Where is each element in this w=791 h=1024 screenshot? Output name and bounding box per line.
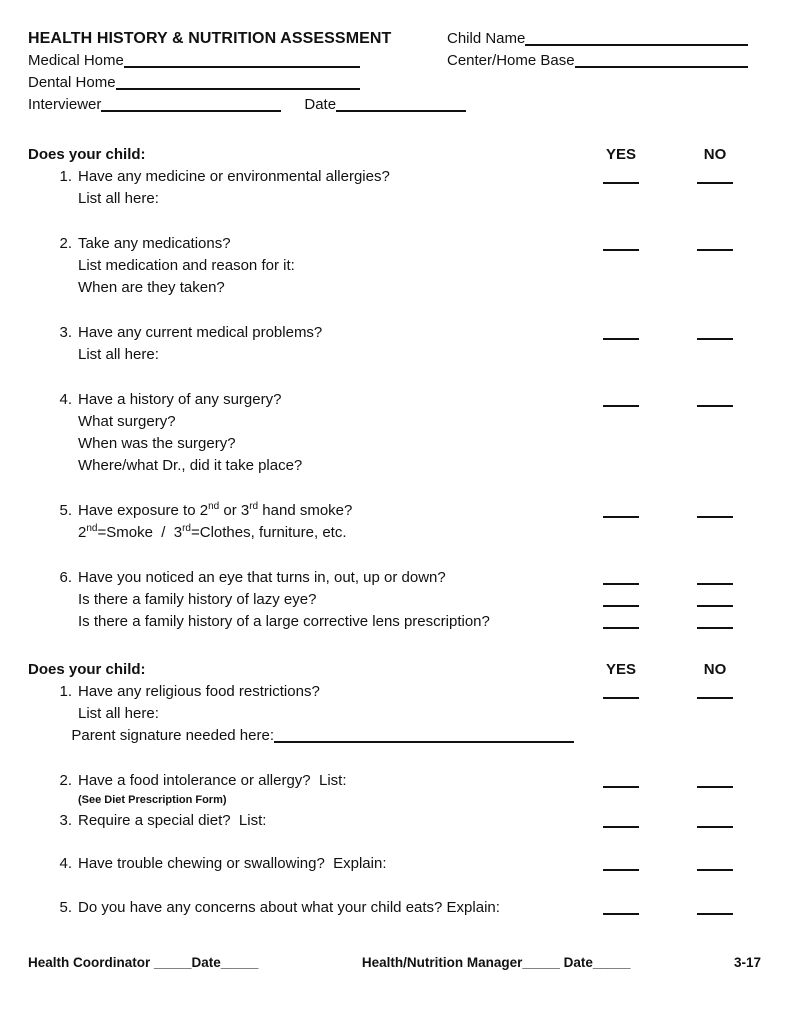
question-text: Do you have any concerns about what your child eats? Explain: [78, 899, 500, 916]
question-text: Have trouble chewing or swallowing? Explain: [78, 855, 387, 872]
question-row [28, 235, 762, 257]
question-subrow [28, 190, 762, 212]
question-subrow [28, 279, 762, 301]
question-number: 4. [59, 855, 72, 872]
question-text: Have you noticed an eye that turns in, out, up or down? [78, 569, 446, 586]
question-subtext: 2nd=Smoke / 3rd=Clothes, furniture, etc. [78, 523, 347, 541]
question-row [28, 502, 762, 524]
question-subrow [28, 346, 762, 368]
yes-answer-line[interactable] [603, 391, 639, 407]
question-subtext: What surgery? [78, 413, 176, 430]
no-answer-line[interactable] [697, 168, 733, 184]
section2-heading-row [28, 661, 762, 683]
health-nutrition-manager-signoff: Health/Nutrition Manager_____ Date_____ [361, 955, 631, 970]
question-row [28, 591, 762, 613]
form-footer [28, 955, 761, 970]
question-subtext: When are they taken? [78, 279, 225, 296]
parent-signature-field[interactable] [274, 727, 574, 743]
question-number: 2. [59, 772, 72, 789]
no-answer-line[interactable] [697, 591, 733, 607]
medical-home-label: Medical Home [28, 52, 124, 69]
yes-answer-line[interactable] [603, 855, 639, 871]
question-row [28, 899, 762, 921]
question-row [28, 324, 762, 346]
question-text: Have a food intolerance or allergy? List: [78, 772, 347, 789]
question-row [28, 391, 762, 413]
question-subtext: List all here: [78, 190, 159, 207]
question-subrow [28, 524, 762, 546]
no-answer-line[interactable] [697, 812, 733, 828]
question-subtext: Is there a family history of lazy eye? [78, 591, 317, 608]
question-subrow [28, 257, 762, 279]
no-answer-line[interactable] [697, 899, 733, 915]
section2-heading: Does your child: [28, 661, 146, 678]
question-number: 3. [59, 324, 72, 341]
question-text: Have any current medical problems? [78, 324, 323, 341]
question-text: Have any medicine or environmental allergies? [78, 168, 390, 185]
question-row [28, 569, 762, 591]
form-revision-number: 3-17 [733, 955, 761, 970]
question-row [28, 683, 762, 705]
yes-answer-line[interactable] [603, 591, 639, 607]
question-subtext: Where/what Dr., did it take place? [78, 457, 303, 474]
center-home-base-field[interactable] [575, 52, 748, 68]
diet-prescription-note: (See Diet Prescription Form) [78, 794, 227, 806]
section-health-history [28, 146, 762, 635]
yes-answer-line[interactable] [603, 772, 639, 788]
form-title: HEALTH HISTORY & NUTRITION ASSESSMENT [28, 30, 392, 47]
interviewer-label: Interviewer [28, 96, 102, 113]
question-number: 5. [59, 502, 72, 519]
question-text: Have exposure to 2nd or 3rd hand smoke? [78, 501, 353, 519]
no-answer-line[interactable] [697, 855, 733, 871]
yes-answer-line[interactable] [603, 899, 639, 915]
no-answer-line[interactable] [697, 235, 733, 251]
question-row [28, 855, 762, 877]
interviewer-field[interactable] [101, 96, 281, 112]
question-subrow [28, 435, 762, 457]
question-subtext: Is there a family history of a large corrective lens prescription? [78, 613, 490, 630]
child-name-label: Child Name [447, 30, 526, 47]
date-label: Date [304, 96, 337, 113]
section1-heading-row [28, 146, 762, 168]
parent-signature-label: Parent signature needed here: [71, 727, 274, 744]
yes-answer-line[interactable] [603, 812, 639, 828]
yes-answer-line[interactable] [603, 168, 639, 184]
yes-column-header: YES [605, 146, 636, 163]
question-row [28, 168, 762, 190]
question-subtext: List all here: [78, 346, 159, 363]
yes-answer-line[interactable] [603, 569, 639, 585]
health-coordinator-signoff: Health Coordinator _____Date_____ [28, 955, 259, 970]
question-number: 5. [59, 899, 72, 916]
question-subrow [28, 413, 762, 435]
yes-answer-line[interactable] [603, 324, 639, 340]
section1-heading: Does your child: [28, 146, 146, 163]
yes-answer-line[interactable] [603, 683, 639, 699]
question-row [28, 812, 762, 834]
question-text: Have any religious food restrictions? [78, 683, 320, 700]
no-column-header: NO [703, 661, 727, 678]
dental-home-field[interactable] [116, 74, 360, 90]
no-answer-line[interactable] [697, 391, 733, 407]
question-text: Take any medications? [78, 235, 231, 252]
question-number: 2. [59, 235, 72, 252]
question-subtext: When was the surgery? [78, 435, 236, 452]
form-header [28, 30, 762, 118]
dental-home-label: Dental Home [28, 74, 116, 91]
yes-answer-line[interactable] [603, 502, 639, 518]
question-number: 1. [59, 683, 72, 700]
parent-signature-row [71, 727, 574, 744]
no-answer-line[interactable] [697, 569, 733, 585]
question-subrow [28, 705, 762, 727]
no-answer-line[interactable] [697, 683, 733, 699]
no-answer-line[interactable] [697, 772, 733, 788]
question-subrow [28, 457, 762, 479]
question-number: 4. [59, 391, 72, 408]
no-answer-line[interactable] [697, 613, 733, 629]
question-subtext: List all here: [78, 705, 159, 722]
yes-answer-line[interactable] [603, 613, 639, 629]
medical-home-field[interactable] [124, 52, 360, 68]
question-row [28, 772, 762, 794]
question-text: Have a history of any surgery? [78, 391, 282, 408]
question-note-row [28, 794, 762, 812]
yes-answer-line[interactable] [603, 235, 639, 251]
no-answer-line[interactable] [697, 502, 733, 518]
question-number: 6. [59, 569, 72, 586]
question-subtext: List medication and reason for it: [78, 257, 295, 274]
question-number: 1. [59, 168, 72, 185]
question-text: Require a special diet? List: [78, 812, 267, 829]
no-answer-line[interactable] [697, 324, 733, 340]
child-name-field[interactable] [525, 30, 748, 46]
question-row [28, 613, 762, 635]
question-number: 3. [59, 812, 72, 829]
date-field[interactable] [336, 96, 466, 112]
section-nutrition [28, 661, 762, 921]
yes-column-header: YES [605, 661, 636, 678]
center-home-base-label: Center/Home Base [447, 52, 575, 69]
question-subrow [28, 727, 762, 749]
no-column-header: NO [703, 146, 727, 163]
